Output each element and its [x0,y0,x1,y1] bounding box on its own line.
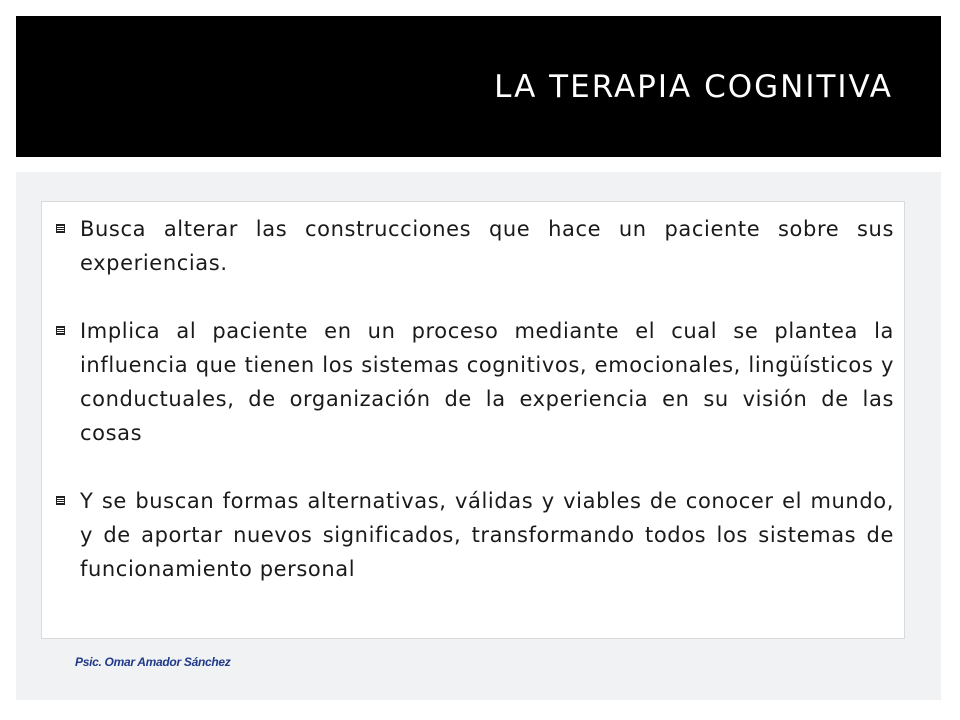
title-bar [16,16,941,157]
bullet-item [56,314,894,450]
square-bullet-icon [56,224,65,233]
bullet-item [56,484,894,586]
content-box [41,201,905,639]
bullet-text: Busca alterar las construcciones que hace un paciente sobre sus experiencias. [80,217,894,275]
author-credit: Psic. Omar Amador Sánchez [75,655,231,669]
square-bullet-icon [56,496,65,505]
bullet-item [56,212,894,280]
bullet-list [56,212,894,586]
bullet-text: Y se buscan formas alternativas, válidas y viables de conocer el mundo, y de aportar nuevos significados, transformando todos los sistemas de funcionamiento personal [80,489,894,581]
bullet-text: Implica al paciente en un proceso mediante el cual se plantea la influencia que tienen los sistemas cognitivos, emocionales, lingüísticos y conductuales, de organización de la experiencia en su visión de las cosas [80,319,894,445]
square-bullet-icon [56,326,65,335]
slide-title: LA TERAPIA COGNITIVA [494,69,893,105]
